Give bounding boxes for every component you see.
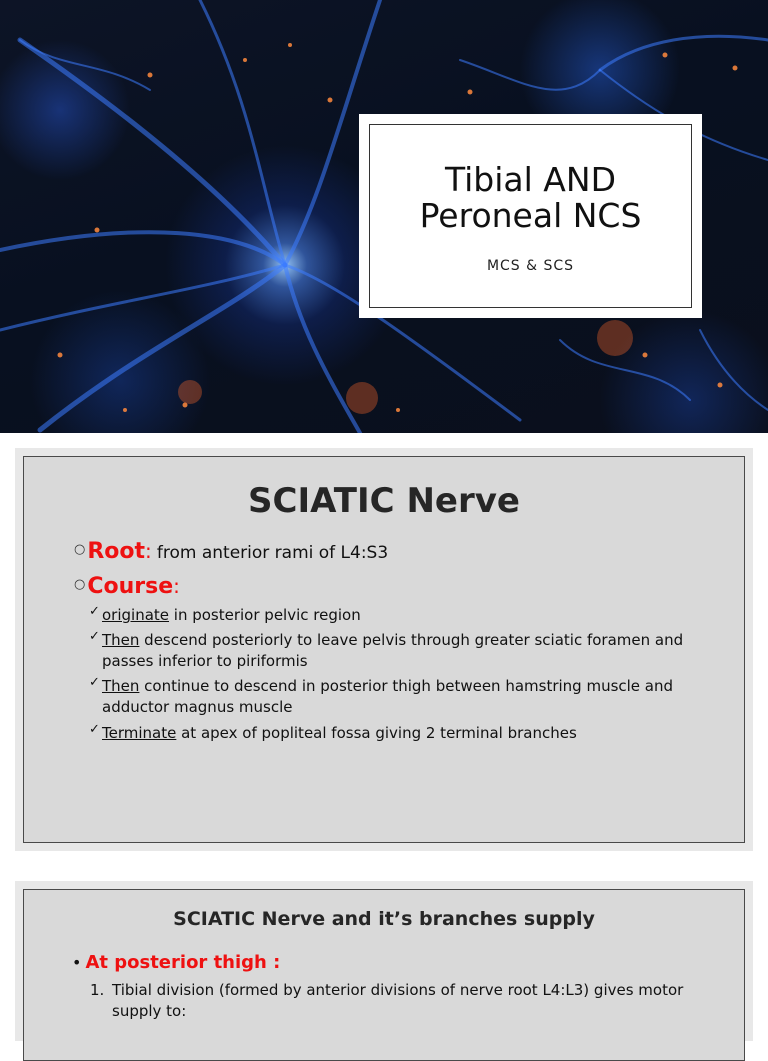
check-mark-icon: ✓ bbox=[89, 722, 100, 737]
hollow-circle-bullet-icon: ○ bbox=[74, 542, 86, 557]
title-slide bbox=[0, 0, 768, 433]
posterior-thigh-bullet bbox=[72, 952, 280, 973]
course-item bbox=[89, 630, 709, 672]
course-item bbox=[89, 723, 709, 744]
posterior-thigh-label: At posterior thigh : bbox=[85, 952, 281, 973]
course-item-keyword: Then bbox=[102, 631, 140, 649]
title-card bbox=[359, 114, 702, 318]
numbered-list-item bbox=[90, 980, 690, 1022]
root-bullet bbox=[74, 539, 388, 564]
list-item-text: Tibial division (formed by anterior divisions of nerve root L4:L3) gives motor supply to: bbox=[112, 981, 684, 1020]
course-item-keyword: originate bbox=[102, 606, 170, 624]
course-colon: : bbox=[173, 574, 180, 598]
course-item-text: descend posteriorly to leave pelvis through greater sciatic foramen and passes inferior to piriformis bbox=[102, 631, 684, 670]
sciatic-nerve-slide bbox=[15, 448, 753, 851]
slide-title: Tibial AND Peroneal NCS bbox=[419, 160, 642, 235]
course-item bbox=[89, 605, 709, 626]
bullet-dot-icon: • bbox=[72, 953, 82, 972]
slide-subtitle: MCS & SCS bbox=[486, 258, 575, 274]
slide-panel bbox=[23, 889, 745, 1061]
check-mark-icon: ✓ bbox=[89, 675, 100, 690]
slide-panel bbox=[23, 456, 745, 843]
course-item-text: continue to descend in posterior thigh between hamstring muscle and adductor magnus muscle bbox=[102, 677, 674, 716]
root-label: Root bbox=[87, 539, 146, 564]
course-item-keyword: Then bbox=[102, 677, 140, 695]
course-item-keyword: Terminate bbox=[102, 724, 177, 742]
root-colon: : bbox=[145, 539, 152, 563]
check-mark-icon: ✓ bbox=[89, 604, 100, 619]
course-item-text: in posterior pelvic region bbox=[169, 606, 361, 624]
course-item bbox=[89, 676, 709, 718]
course-bullet bbox=[74, 574, 180, 599]
slide-heading: SCIATIC Nerve and it’s branches supply bbox=[173, 908, 595, 930]
check-mark-icon: ✓ bbox=[89, 629, 100, 644]
list-number: 1. bbox=[90, 981, 105, 999]
course-label: Course bbox=[87, 574, 174, 599]
root-text: from anterior rami of L4:S3 bbox=[156, 543, 389, 563]
slide-heading: SCIATIC Nerve bbox=[248, 481, 520, 521]
sciatic-branches-slide bbox=[15, 881, 753, 1041]
hollow-circle-bullet-icon: ○ bbox=[74, 577, 86, 592]
title-card-border bbox=[369, 124, 692, 308]
course-item-text: at apex of popliteal fossa giving 2 terminal branches bbox=[176, 724, 577, 742]
